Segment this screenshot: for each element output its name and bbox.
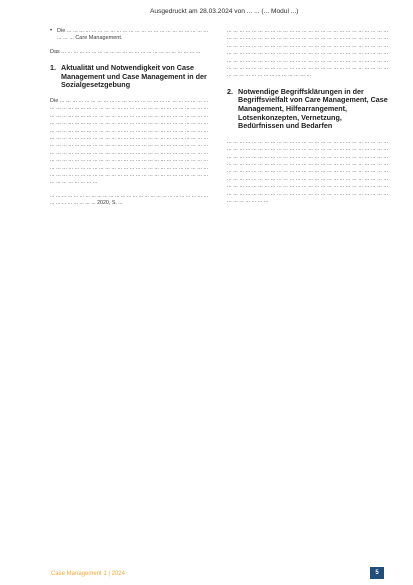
intro-paragraph: Das ... ... ... ... ... ... ... ... ... ... ... ... ... ... ... ... ... ... ... ... ... ... ... bbox=[50, 48, 201, 55]
journal-footer: Case Management 1 | 2024 bbox=[51, 571, 125, 577]
reference-text: ... ... ... ... ... ... ... ... ... ... ... ... ... ... ... ... ... ... ... ... ... ... ... ... ... ... ... ... ... ... ... ... ... ... ... 2020, S. ... bbox=[50, 192, 208, 207]
section-number: 1. bbox=[50, 63, 56, 73]
section-heading-2 bbox=[227, 88, 388, 131]
print-header: Ausgedruckt am 28.03.2024 von ... ... (... Modul ...) bbox=[150, 8, 299, 15]
left-column bbox=[50, 28, 208, 207]
bullet-icon: • bbox=[50, 28, 53, 34]
body-paragraph: ... ... ... ... ... ... ... ... ... ... ... ... ... ... ... ... ... ... ... ... ... ... ... ... ... ... ... ... ... ... ... ... ... ... ... ... ... ... ... ... ... ... ... ... ... ... ... ... ... ... ... ... ... ... ... ... ... ... ... ... ... ... ... ... ... ... ... ... ... ... ... ... ... ... ... ... ... ... ... ... ... ... ... ... ... ... ... ... ... ... ... ... ... ... ... ... ... ... ... ... ... ... ... ... ... ... ... ... ... ... ... ... ... ... ... ... ... ... ... ... ... ... ... ... ... ... ... ... ... ... ... ... ... ... ... ... ... ... ... ... ... ... ... ... ... ... ... ... ... ... ... ... ... ... ... ... ... ... ... ... ... ... ... ... ... ... ... ... ... ... ... ... ... ... ... ... ... ... ... ... ... ... ... ... ... ... ... ... ... ... ... ... ... ... ... ... ... ... ... ... ... ... ... ... ... ... ... ... ... ... ... ... ... ... ... bbox=[227, 138, 388, 205]
section-title: Notwendige Begriffsklärungen in der Begriffsvielfalt von Care Management, Case Management, Hilfearrangement, Lotsenkonzepten, Vernetzung, Bedürfnissen und Bedarfen bbox=[238, 86, 388, 131]
right-column bbox=[227, 28, 388, 211]
bullet-text: Die ... ... ... ... ... ... ... ... ... ... ... ... ... ... ... ... ... ... ... ... ... ... ... ... ... ... Care Management. bbox=[57, 28, 208, 42]
body-paragraph: ... ... ... ... ... ... ... ... ... ... ... ... ... ... ... ... ... ... ... ... ... ... ... ... ... ... ... ... ... ... ... ... ... ... ... ... ... ... ... ... ... ... ... ... ... ... ... ... ... ... ... ... ... ... ... ... ... ... ... ... ... ... ... ... ... ... ... ... ... ... ... ... ... ... ... ... ... ... ... ... ... ... ... ... ... ... ... ... ... ... ... ... ... ... ... ... ... ... ... ... ... ... ... ... ... ... ... ... ... ... ... ... ... ... ... ... ... ... ... ... ... ... ... ... ... ... ... ... ... ... ... ... ... ... ... ... ... ... ... ... ... ... ... ... ... ... ... ... ... ... ... ... ... ... ... ... ... ... ... ... ... ... ... ... ... ... ... ... ... ... bbox=[227, 28, 388, 79]
bullet-item bbox=[50, 28, 208, 43]
page-number: 5 bbox=[370, 567, 384, 579]
section-number: 2. bbox=[227, 86, 233, 96]
section-heading-1 bbox=[50, 64, 208, 90]
body-paragraph: Die ... ... ... ... ... ... ... ... ... ... ... ... ... ... ... ... ... ... ... ... ... ... ... ... ... ... ... ... ... ... ... ... ... ... ... ... ... ... ... ... ... ... ... ... ... ... ... ... ... ... ... ... ... ... ... ... ... ... ... ... ... ... ... ... ... ... ... ... ... ... ... ... ... ... ... ... ... ... ... ... ... ... ... ... ... ... ... ... ... ... ... ... ... ... ... ... ... ... ... ... ... ... ... ... ... ... ... ... ... ... ... ... ... ... ... ... ... ... ... ... ... ... ... ... ... ... ... ... ... ... ... ... ... ... ... ... ... ... ... ... ... ... ... ... ... ... ... ... ... ... ... ... ... ... ... ... ... ... ... ... ... ... ... ... ... ... ... ... ... ... ... ... ... ... ... ... ... ... ... ... ... ... ... ... ... ... ... ... ... ... ... ... ... ... ... ... ... ... ... ... ... ... ... ... ... ... ... ... ... ... ... ... ... ... ... ... ... ... ... ... ... ... ... ... ... ... ... ... ... ... ... ... ... ... ... ... ... ... ... ... ... ... ... ... ... ... ... ... ... ... ... ... ... ... ... ... ... ... ... ... ... ... ... ... ... ... ... ... ... ... ... ... ... ... ... ... ... ... ... ... ... ... ... ... ... ... ... ... ... ... ... ... bbox=[50, 98, 208, 186]
section-title: Aktualität und Notwendigkeit von Case Management und Case Management in der Sozialgesetzgebung bbox=[61, 63, 207, 90]
